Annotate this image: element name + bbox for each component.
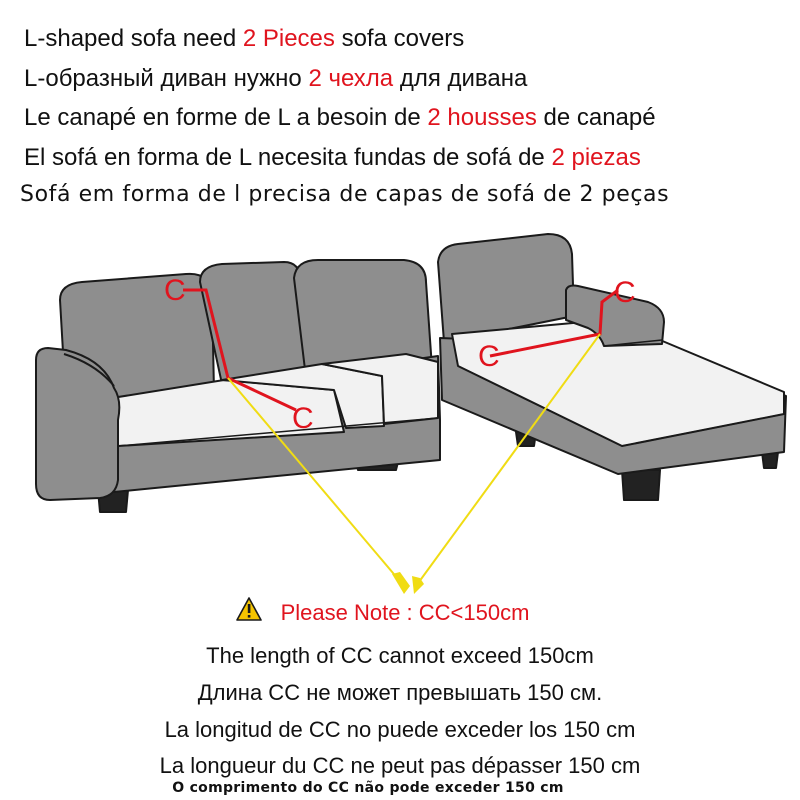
arrow-heads (392, 572, 424, 594)
header-highlight: 2 piezas (551, 144, 641, 171)
header-text: sofa covers (334, 25, 465, 52)
sofa-leg (622, 470, 660, 500)
note-line-french: La longueur du CC ne peut pas dépasser 150 cm (159, 753, 641, 778)
header-highlight: 2 housses (427, 104, 537, 131)
note-line-portuguese: O comprimento do CC não pode exceder 150 cm (172, 780, 564, 796)
c-label: C (164, 274, 186, 307)
header-line-portuguese: Sofá em forma de l precisa de capas de sofá de 2 peças (20, 182, 670, 207)
note-line-spanish: La longitud de CC no puede exceder los 150 cm (164, 717, 636, 742)
note-title (0, 600, 790, 626)
header-text: L-образный диван нужно (24, 65, 309, 92)
header-text: для дивана (393, 65, 528, 92)
note-line-russian: Длина CC не может превышать 150 см. (197, 680, 603, 705)
header-highlight: 2 Pieces (242, 25, 335, 52)
header-text: El sofá en forma de L necesita fundas de sofá de (24, 144, 552, 171)
header-highlight: 2 чехла (308, 65, 394, 92)
arrowhead-icon (392, 572, 410, 594)
note-line-english: The length of CC cannot exceed 150cm (206, 643, 594, 668)
note-title-text: Please Note : CC<150cm (280, 600, 530, 625)
c-label: C (478, 340, 500, 373)
c-label: C (292, 402, 314, 435)
header-text: L-shaped sofa need (24, 25, 243, 52)
header-text: Le canapé en forme de L a besoin de (24, 104, 428, 131)
c-label: C (614, 276, 636, 309)
header-text: de canapé (536, 104, 656, 131)
